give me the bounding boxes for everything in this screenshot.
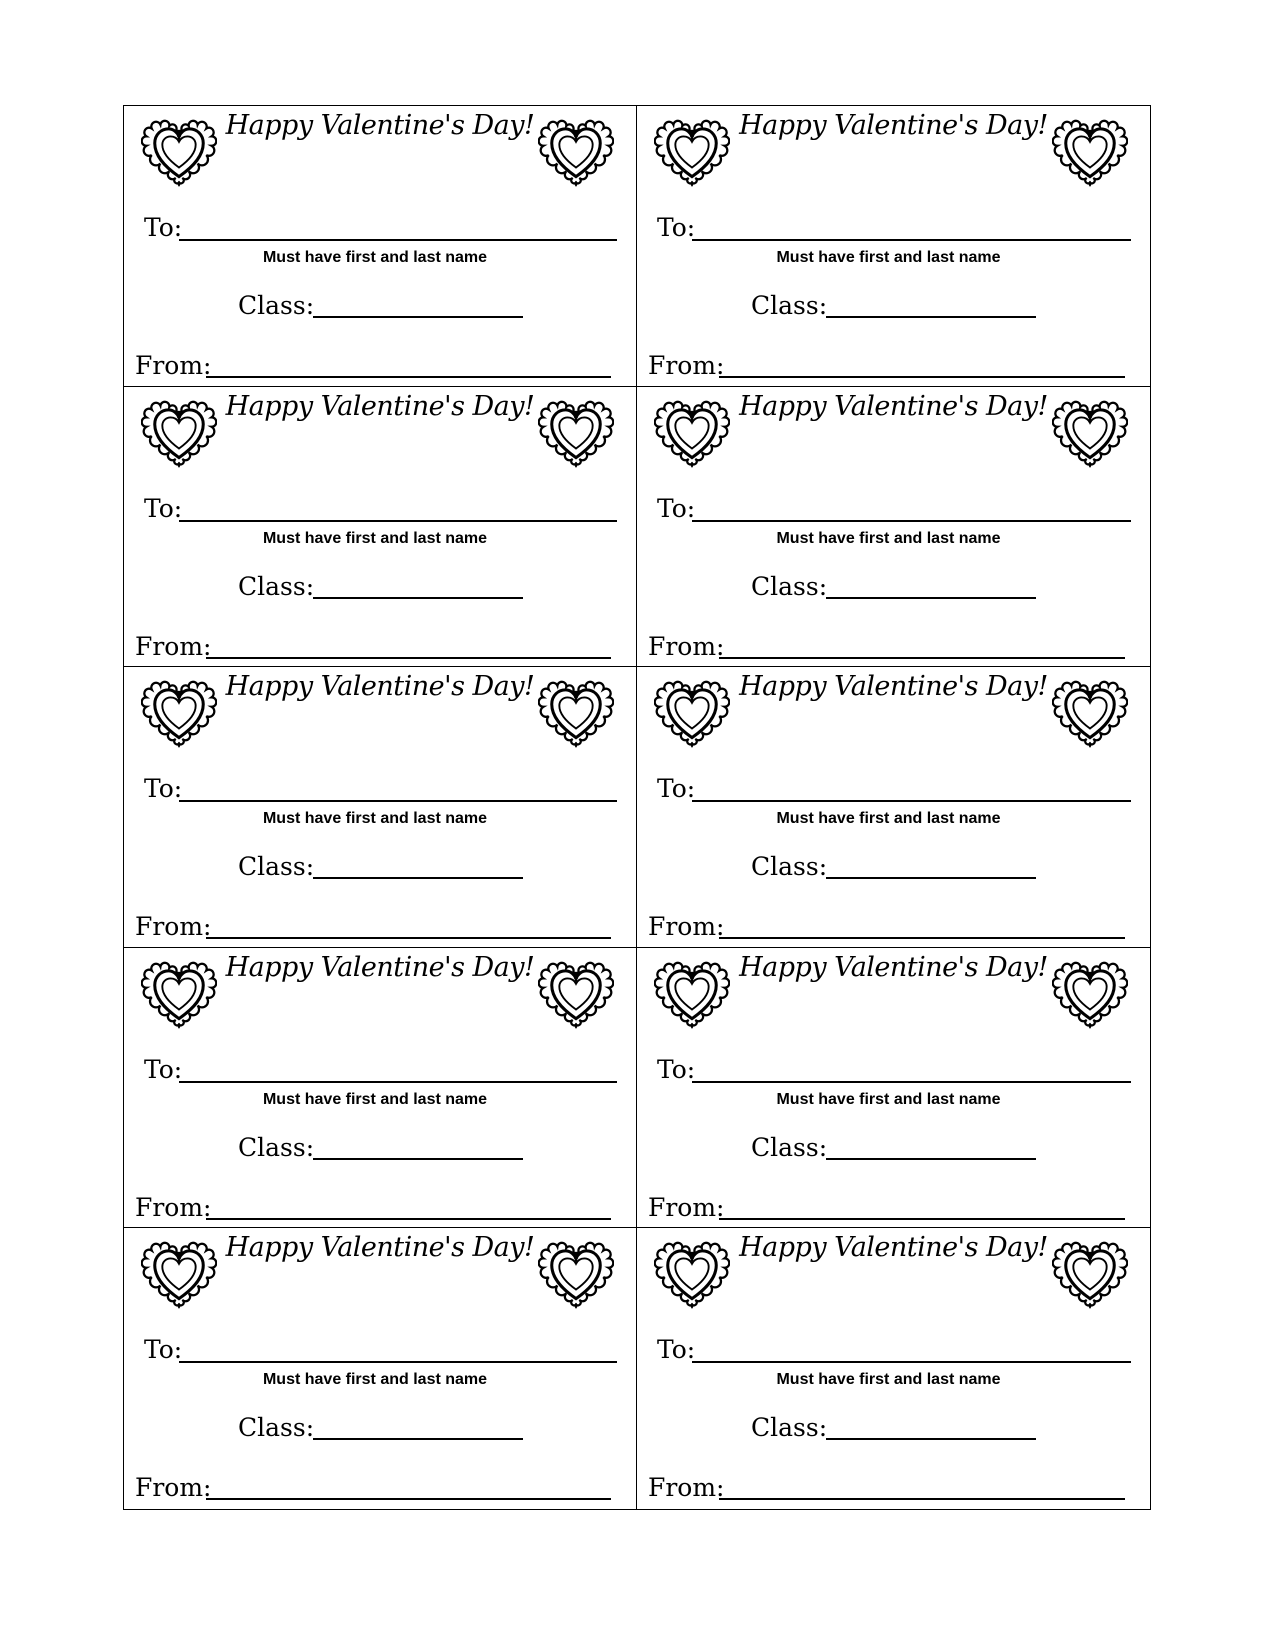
valentine-card <box>637 106 1150 387</box>
from-label: From: <box>135 351 212 380</box>
class-label: Class: <box>238 571 315 601</box>
class-field[interactable] <box>313 1418 523 1440</box>
valentine-card <box>637 387 1150 668</box>
class-field[interactable] <box>826 1138 1036 1160</box>
to-label: To: <box>144 493 183 523</box>
from-field[interactable] <box>206 1478 611 1500</box>
valentine-card <box>124 948 637 1229</box>
from-field[interactable] <box>719 1478 1125 1500</box>
valentine-card <box>637 667 1150 948</box>
to-field[interactable] <box>692 500 1131 522</box>
from-label: From: <box>648 912 725 942</box>
from-label: From: <box>135 631 212 661</box>
to-field[interactable] <box>179 1341 617 1363</box>
class-label: Class: <box>238 1413 315 1443</box>
name-requirement-note: Must have first and last name <box>776 810 1001 828</box>
class-label: Class: <box>751 291 828 320</box>
class-label: Class: <box>238 1132 315 1162</box>
to-field[interactable] <box>179 500 617 522</box>
name-requirement-note: Must have first and last name <box>262 1090 488 1108</box>
class-field[interactable] <box>313 296 523 318</box>
valentine-card <box>124 667 637 948</box>
to-field[interactable] <box>692 1061 1131 1083</box>
to-field[interactable] <box>692 1341 1131 1363</box>
card-title: Happy Valentine's Day! <box>225 110 535 141</box>
to-field[interactable] <box>692 780 1131 802</box>
from-field[interactable] <box>719 917 1125 939</box>
valentine-card-sheet <box>123 105 1151 1510</box>
class-field[interactable] <box>826 296 1036 318</box>
card-title: Happy Valentine's Day! <box>225 671 535 703</box>
from-label: From: <box>135 912 212 942</box>
class-label: Class: <box>751 852 828 882</box>
valentine-card <box>124 387 637 668</box>
to-field[interactable] <box>179 219 617 241</box>
to-label: To: <box>144 1335 183 1365</box>
valentine-card <box>637 948 1150 1229</box>
from-label: From: <box>135 1473 212 1503</box>
from-field[interactable] <box>719 356 1125 378</box>
from-field[interactable] <box>206 1198 611 1220</box>
from-label: From: <box>648 351 725 380</box>
name-requirement-note: Must have first and last name <box>262 1371 488 1389</box>
valentine-card <box>124 1228 637 1509</box>
class-field[interactable] <box>313 857 523 879</box>
from-label: From: <box>648 1192 725 1222</box>
from-label: From: <box>648 631 725 661</box>
name-requirement-note: Must have first and last name <box>262 529 488 547</box>
class-label: Class: <box>751 571 828 601</box>
class-field[interactable] <box>313 577 523 599</box>
class-label: Class: <box>751 1132 828 1162</box>
card-title: Happy Valentine's Day! <box>739 671 1048 703</box>
from-field[interactable] <box>206 917 611 939</box>
name-requirement-note: Must have first and last name <box>262 810 488 828</box>
card-title: Happy Valentine's Day! <box>739 390 1048 422</box>
from-field[interactable] <box>719 637 1125 659</box>
to-label: To: <box>657 213 696 242</box>
name-requirement-note: Must have first and last name <box>776 1371 1001 1389</box>
to-label: To: <box>657 493 696 523</box>
name-requirement-note: Must have first and last name <box>776 1090 1001 1108</box>
valentine-card <box>637 1228 1150 1509</box>
card-title: Happy Valentine's Day! <box>739 110 1048 141</box>
to-label: To: <box>144 213 183 242</box>
from-field[interactable] <box>206 637 611 659</box>
class-label: Class: <box>238 291 315 320</box>
name-requirement-note: Must have first and last name <box>776 529 1001 547</box>
from-label: From: <box>135 1192 212 1222</box>
name-requirement-note: Must have first and last name <box>262 249 488 266</box>
to-label: To: <box>657 1335 696 1365</box>
to-label: To: <box>144 1054 183 1084</box>
class-label: Class: <box>238 852 315 882</box>
class-field[interactable] <box>826 577 1036 599</box>
class-field[interactable] <box>826 857 1036 879</box>
valentine-card <box>124 106 637 387</box>
to-label: To: <box>144 774 183 804</box>
from-label: From: <box>648 1473 725 1503</box>
from-field[interactable] <box>719 1198 1125 1220</box>
to-label: To: <box>657 774 696 804</box>
to-field[interactable] <box>179 1061 617 1083</box>
card-title: Happy Valentine's Day! <box>739 951 1048 983</box>
card-title: Happy Valentine's Day! <box>225 951 535 983</box>
to-field[interactable] <box>179 780 617 802</box>
card-title: Happy Valentine's Day! <box>225 1232 535 1264</box>
card-title: Happy Valentine's Day! <box>225 390 535 422</box>
name-requirement-note: Must have first and last name <box>776 249 1001 266</box>
class-label: Class: <box>751 1413 828 1443</box>
from-field[interactable] <box>206 356 611 378</box>
class-field[interactable] <box>826 1418 1036 1440</box>
to-field[interactable] <box>692 219 1131 241</box>
to-label: To: <box>657 1054 696 1084</box>
class-field[interactable] <box>313 1138 523 1160</box>
card-title: Happy Valentine's Day! <box>739 1232 1048 1264</box>
